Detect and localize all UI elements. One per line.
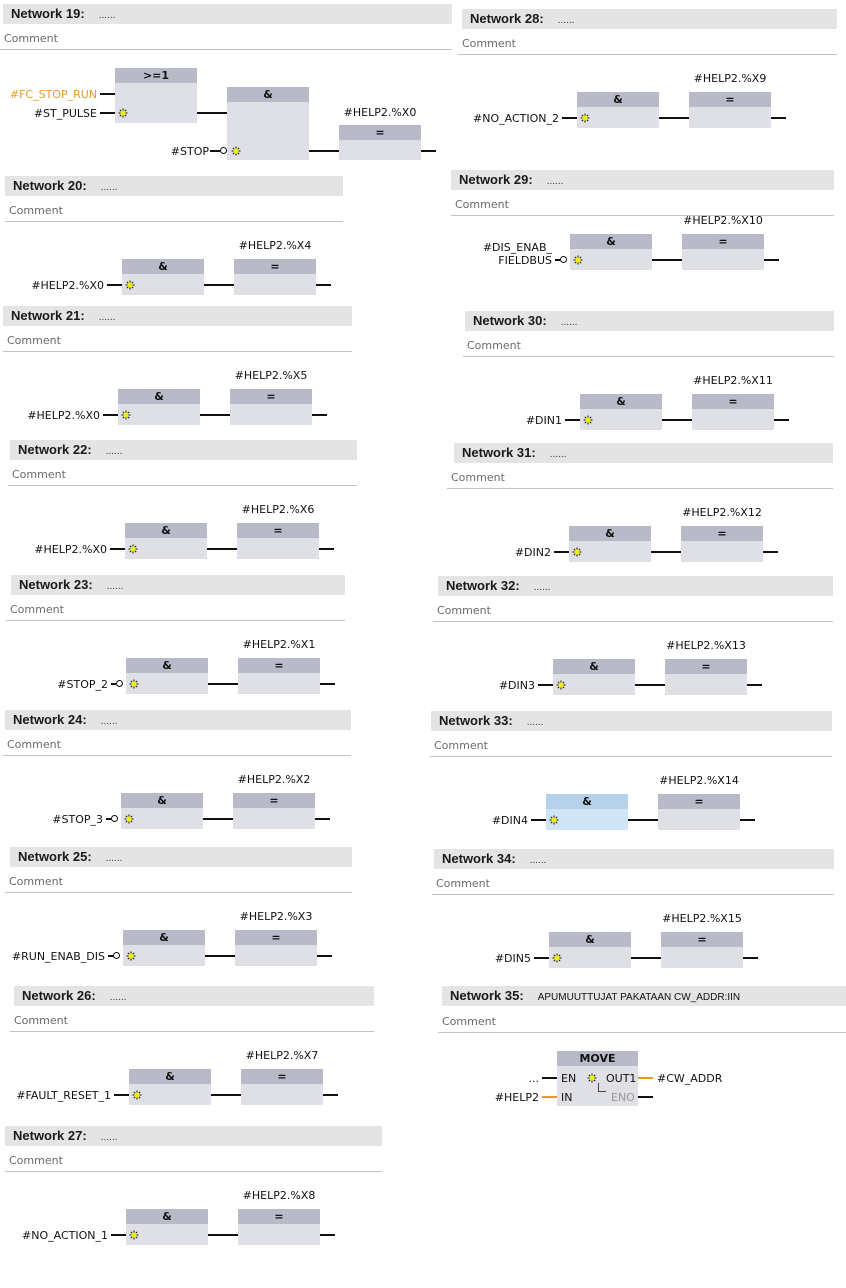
sparkle-icon [583, 415, 593, 425]
sparkle-icon [118, 108, 128, 118]
box-operator-label: & [580, 394, 662, 409]
sparkle-icon [125, 280, 135, 290]
box-operator-label: = [661, 932, 743, 947]
box-operator-label: = [658, 794, 740, 809]
connection-wire [565, 419, 580, 421]
output-operand-label[interactable]: #HELP2.%X5 [234, 369, 308, 382]
output-operand-label[interactable]: #HELP2.%X11 [693, 374, 773, 387]
network-label: Network 19: [11, 6, 85, 21]
box-operator-label: = [681, 526, 763, 541]
network-comment-field[interactable]: Comment [0, 28, 452, 50]
connection-wire [542, 1077, 557, 1079]
network-title-placeholder[interactable]: ...... [105, 853, 123, 864]
connection-wire [764, 259, 779, 261]
input-operand-label[interactable]: #FC_STOP_RUN [9, 88, 97, 101]
network-title-placeholder[interactable]: ...... [557, 15, 575, 26]
network-header[interactable] [3, 306, 352, 326]
input-operand-label[interactable]: #ST_PULSE [33, 107, 97, 120]
output-operand-label[interactable]: #HELP2.%X4 [238, 239, 312, 252]
connection-wire [100, 112, 115, 114]
network-comment-field[interactable]: Comment [458, 33, 837, 55]
box-operator-label: & [122, 259, 204, 274]
network-label: Network 34: [442, 851, 516, 866]
connection-wire [317, 955, 332, 957]
network-comment-field[interactable]: Comment [3, 330, 352, 352]
network-label: Network 31: [462, 445, 536, 460]
sparkle-icon [580, 113, 590, 123]
connection-wire [315, 818, 330, 820]
connection-wire [323, 1094, 338, 1096]
input-operand-label[interactable]: #DIS_ENAB_ [482, 241, 552, 254]
box-operator-label: = [682, 234, 764, 249]
pin-label-out1[interactable]: OUT1 [606, 1072, 637, 1085]
network-header[interactable] [462, 9, 837, 29]
network-header[interactable] [5, 710, 351, 730]
sparkle-icon [572, 547, 582, 557]
network-header[interactable] [431, 711, 832, 731]
box-operator-label: & [125, 523, 207, 538]
box-operator-label: & [569, 526, 651, 541]
connection-wire [312, 414, 327, 416]
input-operand-label[interactable]: #HELP2.%X0 [31, 279, 104, 292]
network-title-placeholder[interactable]: ...... [106, 581, 124, 592]
output-operand-label[interactable]: #HELP2.%X13 [666, 639, 746, 652]
network-title-placeholder[interactable]: ...... [100, 1132, 118, 1143]
input-operand-label[interactable]: #DIN2 [514, 546, 551, 559]
connection-wire [309, 150, 339, 152]
connection-wire [111, 1234, 126, 1236]
connection-wire [100, 93, 115, 95]
input-operand-label[interactable]: ... [528, 1072, 539, 1085]
connection-wire [531, 819, 546, 821]
negation-circle [113, 952, 120, 959]
connection-wire [421, 150, 436, 152]
network-header[interactable] [5, 176, 343, 196]
network-label: Network 29: [459, 172, 533, 187]
connection-wire [211, 1094, 241, 1096]
output-operand-label[interactable]: #CW_ADDR [657, 1072, 723, 1085]
network-title-placeholder[interactable]: ...... [98, 312, 116, 323]
network-comment-field[interactable]: Comment [430, 735, 832, 757]
input-operand-label[interactable]: #DIN1 [525, 414, 562, 427]
sparkle-icon [573, 255, 583, 265]
box-operator-label: & [570, 234, 652, 249]
negation-circle [116, 680, 123, 687]
assign-coil-box[interactable] [238, 658, 320, 694]
output-operand-label[interactable]: #HELP2.%X15 [662, 912, 742, 925]
connection-wire [208, 683, 238, 685]
network-header[interactable] [14, 986, 374, 1006]
connection-wire [638, 1077, 653, 1079]
input-operand-label[interactable]: #STOP_2 [57, 678, 108, 691]
connection-wire [638, 1096, 653, 1098]
input-operand-label[interactable]: #STOP [170, 145, 209, 158]
sparkle-icon [126, 951, 136, 961]
connection-wire [534, 957, 549, 959]
connection-wire [108, 955, 113, 957]
network-header[interactable] [454, 443, 833, 463]
network-label: Network 25: [18, 849, 92, 864]
sparkle-icon [132, 1090, 142, 1100]
box-operator-label: = [235, 930, 317, 945]
connection-wire [659, 117, 689, 119]
connection-wire [774, 419, 789, 421]
pin-label-eno[interactable]: ENO [611, 1091, 635, 1104]
connection-wire [740, 819, 755, 821]
connection-wire [103, 414, 118, 416]
input-operand-label[interactable]: FIELDBUS [498, 254, 552, 267]
connection-wire [110, 548, 125, 550]
network-comment-field[interactable]: Comment [5, 871, 352, 893]
network-label: Network 35: [450, 988, 524, 1003]
negation-circle [560, 256, 567, 263]
box-operator-label: & [546, 794, 628, 809]
network-label: Network 23: [19, 577, 93, 592]
output-operand-label[interactable]: #HELP2.%X7 [245, 1049, 319, 1062]
connection-wire [562, 117, 577, 119]
network-header[interactable] [465, 311, 834, 331]
network-title[interactable]: APUMUUTTUJAT PAKATAAN CW_ADDR:IIN [537, 992, 741, 1003]
connection-wire [554, 551, 569, 553]
output-operand-label[interactable]: #HELP2.%X9 [693, 72, 767, 85]
network-label: Network 22: [18, 442, 92, 457]
network-header[interactable] [10, 847, 352, 867]
network-comment-field[interactable]: Comment [451, 194, 834, 216]
connection-wire [555, 259, 560, 261]
box-operator-label: = [230, 389, 312, 404]
box-operator-label: = [238, 1209, 320, 1224]
network-title-placeholder[interactable]: ...... [560, 317, 578, 328]
connection-wire [538, 684, 553, 686]
network-title-placeholder[interactable]: ...... [529, 855, 547, 866]
output-operand-label[interactable]: #HELP2.%X1 [242, 638, 316, 651]
connection-wire [204, 284, 234, 286]
connection-wire [763, 551, 778, 553]
network-comment-field[interactable]: Comment [433, 600, 833, 622]
assign-coil-box[interactable] [665, 659, 747, 695]
assign-coil-box[interactable] [682, 234, 764, 270]
network-label: Network 21: [11, 308, 85, 323]
box-operator-label: >=1 [115, 68, 197, 83]
output-operand-label[interactable]: #HELP2.%X10 [683, 214, 763, 227]
connection-wire [319, 548, 334, 550]
connection-wire [631, 957, 661, 959]
network-title-placeholder[interactable]: ...... [105, 446, 123, 457]
sparkle-icon [587, 1073, 597, 1083]
assign-coil-box[interactable] [658, 794, 740, 830]
box-operator-label: = [241, 1069, 323, 1084]
output-operand-label[interactable]: #HELP2.%X14 [659, 774, 739, 787]
box-operator-label: = [689, 92, 771, 107]
network-comment-field[interactable]: Comment [10, 1010, 374, 1032]
connection-wire [542, 1096, 557, 1098]
connection-wire [114, 1094, 129, 1096]
network-label: Network 27: [13, 1128, 87, 1143]
network-header[interactable] [434, 849, 834, 869]
box-operator-label: & [553, 659, 635, 674]
network-label: Network 32: [446, 578, 520, 593]
output-operand-label[interactable]: #HELP2.%X2 [237, 773, 311, 786]
sparkle-icon [129, 679, 139, 689]
network-title-placeholder[interactable]: ...... [546, 176, 564, 187]
connection-wire [197, 112, 227, 114]
connection-wire [651, 551, 681, 553]
connection-wire [628, 819, 658, 821]
network-header[interactable] [11, 575, 345, 595]
assign-coil-box[interactable] [235, 930, 317, 966]
input-operand-label[interactable]: #DIN4 [491, 814, 528, 827]
network-label: Network 33: [439, 713, 513, 728]
network-comment-field[interactable]: Comment [463, 335, 834, 357]
box-operator-label: & [126, 1209, 208, 1224]
network-title-placeholder[interactable]: ...... [98, 10, 116, 21]
sparkle-icon [556, 680, 566, 690]
connection-wire [652, 259, 682, 261]
assign-coil-box[interactable] [237, 523, 319, 559]
output-operand-label[interactable]: #HELP2.%X3 [239, 910, 313, 923]
network-label: Network 24: [13, 712, 87, 727]
input-operand-label[interactable]: #DIN5 [494, 952, 531, 965]
connection-wire [316, 284, 331, 286]
output-operand-label[interactable]: #HELP2.%X0 [343, 106, 417, 119]
input-operand-label[interactable]: #DIN3 [498, 679, 535, 692]
box-operator-label: = [233, 793, 315, 808]
box-operator-label: & [549, 932, 631, 947]
network-title-placeholder[interactable]: ...... [533, 582, 551, 593]
sparkle-icon [549, 815, 559, 825]
sparkle-icon [128, 544, 138, 554]
network-title-placeholder[interactable]: ...... [100, 716, 118, 727]
pin-label-in[interactable]: IN [561, 1091, 573, 1104]
input-operand-label[interactable]: #FAULT_RESET_1 [16, 1089, 111, 1102]
assign-coil-box[interactable] [692, 394, 774, 430]
output-operand-label[interactable]: #HELP2.%X8 [242, 1189, 316, 1202]
input-operand-label[interactable]: #NO_ACTION_2 [473, 112, 559, 125]
pin-label-en[interactable]: EN [561, 1072, 577, 1085]
network-comment-field[interactable]: Comment [5, 1150, 382, 1172]
connection-wire [320, 683, 335, 685]
assign-coil-box[interactable] [241, 1069, 323, 1105]
connection-wire [747, 684, 762, 686]
connection-wire [107, 284, 122, 286]
input-operand-label[interactable]: #HELP2.%X0 [27, 409, 100, 422]
box-operator-label: & [123, 930, 205, 945]
box-operator-label: & [577, 92, 659, 107]
connection-wire [771, 117, 786, 119]
sparkle-icon [121, 410, 131, 420]
connection-wire [635, 684, 665, 686]
connection-wire [106, 818, 111, 820]
connection-wire [205, 955, 235, 957]
network-header[interactable] [3, 4, 452, 24]
network-label: Network 20: [13, 178, 87, 193]
sparkle-icon [124, 814, 134, 824]
box-operator-label: & [126, 658, 208, 673]
network-comment-field[interactable]: Comment [8, 464, 357, 486]
connection-wire [320, 1234, 335, 1236]
box-operator-label: MOVE [557, 1051, 638, 1066]
assign-coil-box[interactable] [689, 92, 771, 128]
network-label: Network 26: [22, 988, 96, 1003]
output-operand-label[interactable]: #HELP2.%X12 [682, 506, 762, 519]
input-operand-label[interactable]: #HELP2.%X0 [34, 543, 107, 556]
connection-wire [208, 1234, 238, 1236]
box-operator-label: & [129, 1069, 211, 1084]
network-comment-field[interactable]: Comment [438, 1011, 846, 1033]
network-header[interactable] [451, 170, 834, 190]
network-header[interactable] [10, 440, 357, 460]
input-operand-label[interactable]: #RUN_ENAB_DIS [11, 950, 105, 963]
box-operator-label: = [238, 658, 320, 673]
box-operator-label: & [227, 87, 309, 102]
sparkle-icon [129, 1230, 139, 1240]
connection-wire [200, 414, 230, 416]
box-operator-label: = [339, 125, 421, 140]
network-comment-field[interactable]: Comment [3, 734, 351, 756]
network-header[interactable] [442, 986, 846, 1006]
network-comment-field[interactable]: Comment [5, 200, 343, 222]
network-comment-field[interactable]: Comment [6, 599, 345, 621]
network-title-placeholder[interactable]: ...... [100, 182, 118, 193]
box-operator-label: = [237, 523, 319, 538]
network-comment-field[interactable]: Comment [447, 467, 833, 489]
network-comment-field[interactable]: Comment [432, 873, 834, 895]
assign-coil-box[interactable] [238, 1209, 320, 1245]
assign-coil-box[interactable] [661, 932, 743, 968]
assign-coil-box[interactable] [230, 389, 312, 425]
output-operand-label[interactable]: #HELP2.%X6 [241, 503, 315, 516]
network-title-placeholder[interactable]: ...... [549, 449, 567, 460]
assign-coil-box[interactable] [233, 793, 315, 829]
input-operand-label[interactable]: #STOP_3 [52, 813, 103, 826]
network-title-placeholder[interactable]: ...... [109, 992, 127, 1003]
network-header[interactable] [5, 1126, 382, 1146]
network-header[interactable] [438, 576, 833, 596]
sparkle-icon [231, 146, 241, 156]
assign-coil-box[interactable] [681, 526, 763, 562]
connection-wire [743, 957, 758, 959]
connection-wire [662, 419, 692, 421]
input-operand-label[interactable]: #NO_ACTION_1 [22, 1229, 108, 1242]
network-title-placeholder[interactable]: ...... [526, 717, 544, 728]
box-operator-label: = [692, 394, 774, 409]
box-operator-label: = [665, 659, 747, 674]
connection-wire [111, 683, 116, 685]
assign-coil-box[interactable] [339, 125, 421, 160]
connection-wire [207, 548, 237, 550]
negation-circle [220, 147, 227, 154]
negation-circle [111, 815, 118, 822]
box-operator-label: & [118, 389, 200, 404]
box-operator-label: = [234, 259, 316, 274]
network-label: Network 28: [470, 11, 544, 26]
connection-wire [598, 1091, 606, 1092]
connection-wire [210, 150, 220, 152]
network-label: Network 30: [473, 313, 547, 328]
box-operator-label: & [121, 793, 203, 808]
assign-coil-box[interactable] [234, 259, 316, 295]
input-operand-label[interactable]: #HELP2 [494, 1091, 539, 1104]
connection-wire [203, 818, 233, 820]
sparkle-icon [552, 953, 562, 963]
